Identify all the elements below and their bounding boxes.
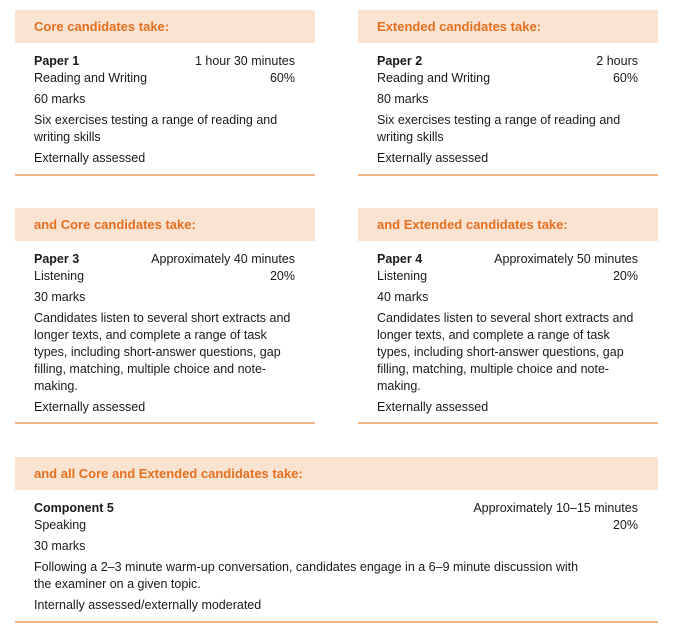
paper-skill: Listening xyxy=(34,269,85,283)
paper-weight: 20% xyxy=(612,269,638,283)
extended-listening-heading: and Extended candidates take: xyxy=(358,208,658,241)
paper-skill: Reading and Writing xyxy=(34,71,148,85)
divider xyxy=(15,422,315,424)
paper-description: Six exercises testing a range of reading and writing skills xyxy=(34,113,278,144)
core-paper-box xyxy=(15,10,315,176)
paper-duration: Approximately 50 minutes xyxy=(494,252,638,266)
paper-weight: 20% xyxy=(269,269,295,283)
paper-title: Paper 3 xyxy=(34,252,80,266)
paper-assessment: Externally assessed xyxy=(34,400,146,414)
paper-marks: 80 marks xyxy=(377,92,429,106)
extended-paper-box xyxy=(358,10,658,176)
paper-assessment: Externally assessed xyxy=(34,151,146,165)
paper-marks: 40 marks xyxy=(377,290,429,304)
component-marks: 30 marks xyxy=(34,539,86,553)
paper-description: Six exercises testing a range of reading and writing skills xyxy=(377,113,621,144)
paper-marks: 30 marks xyxy=(34,290,86,304)
divider xyxy=(358,422,658,424)
paper-duration: 1 hour 30 minutes xyxy=(194,54,295,68)
extended-heading: Extended candidates take: xyxy=(358,10,658,43)
paper-weight: 60% xyxy=(612,71,638,85)
paper-description: Candidates listen to several short extracts and longer texts, and complete a range of task types, including short-answer questions, gap filling, matching, multiple choice and note-making. xyxy=(34,311,291,393)
paper-title: Paper 2 xyxy=(377,54,423,68)
paper-skill: Reading and Writing xyxy=(377,71,491,85)
divider xyxy=(358,174,658,176)
component-skill: Speaking xyxy=(34,518,87,532)
paper-duration: Approximately 40 minutes xyxy=(151,252,295,266)
core-listening-heading: and Core candidates take: xyxy=(15,208,315,241)
divider xyxy=(15,174,315,176)
core-heading: Core candidates take: xyxy=(15,10,315,43)
paper-title: Paper 4 xyxy=(377,252,423,266)
component-title: Component 5 xyxy=(34,501,114,515)
paper-description: Candidates listen to several short extracts and longer texts, and complete a range of task types, including short-answer questions, gap filling, matching, multiple choice and note-making. xyxy=(377,311,634,393)
paper-assessment: Externally assessed xyxy=(377,400,489,414)
paper-duration: 2 hours xyxy=(596,54,638,68)
divider xyxy=(15,621,658,623)
component-duration: Approximately 10–15 minutes xyxy=(473,501,638,515)
paper-weight: 60% xyxy=(269,71,295,85)
component-assessment: Internally assessed/externally moderated xyxy=(34,598,262,612)
extended-listening-box xyxy=(358,208,658,426)
paper-title: Paper 1 xyxy=(34,54,80,68)
core-listening-box xyxy=(15,208,315,426)
paper-skill: Listening xyxy=(377,269,428,283)
paper-assessment: Externally assessed xyxy=(377,151,489,165)
paper-marks: 60 marks xyxy=(34,92,86,106)
component-weight: 20% xyxy=(612,518,638,532)
speaking-box xyxy=(15,457,658,625)
component-description: Following a 2–3 minute warm-up conversation, candidates engage in a 6–9 minute discussion with the examiner on a given topic. xyxy=(34,560,579,591)
speaking-heading: and all Core and Extended candidates take: xyxy=(15,457,658,490)
